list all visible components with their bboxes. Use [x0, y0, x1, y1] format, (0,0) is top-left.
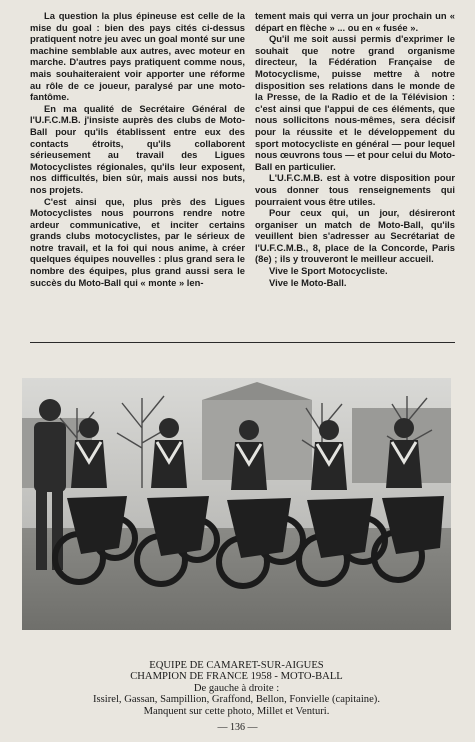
- paragraph: Qu'il me soit aussi permis d'exprimer le souhait que notre grand organisme directeur, la Fédération Française de Motocyclisme, puisse mettre à notre disposition ses relations dans le monde de la Presse, de la Radio et de la Télévision : c'est ainsi que l'appui de ces éléments, que nous sollicitons nous-mêmes, sera décisif pour la réussite et le développement du sport motocycliste en général — pour lequel nous œuvrons tous — et pour celui du Moto-Ball en particulier.: [255, 33, 455, 172]
- paragraph: Vive le Sport Motocycliste.: [269, 265, 388, 277]
- caption-title: CHAMPION DE FRANCE 1958 - MOTO-BALL: [130, 671, 343, 683]
- paragraph: Pour ceux qui, un jour, désireront organiser un match de Moto-Ball, qu'ils veuillent bien s'adresser au Secrétariat de l'U.F.C.M.B., 8, place de la Concorde, Paris (8e) ; ils y trouveront le meilleur accueil.: [255, 207, 455, 265]
- paragraph-continuation: tement mais qui verra un jour prochain un « départ en flèche » ... ou en « fusée ».: [255, 10, 455, 33]
- caption-team-name: EQUIPE DE CAMARET-SUR-AIGUES: [149, 660, 324, 671]
- paragraph: C'est ainsi que, plus près des Ligues Motocyclistes nous pourrons rendre notre ardeur communicative, et inciter certains grands clubs motocyclistes, par le sérieux de notre travail, et la foi qui nous anime, à créer quelques équipes nouvelles : plus grand sera le nombre des équipes, plus grand aussi sera le succès du Moto-Ball qui « monte » len-: [30, 195, 245, 288]
- caption-missing: Manquent sur cette photo, Millet et Venturi.: [143, 705, 330, 717]
- paragraph: En ma qualité de Secrétaire Général de l'U.F.C.M.B. j'insiste auprès des clubs de Moto-Ball pour qu'ils établissent entre eux des contacts étroits, qu'ils collaborent sérieusement au travail des Ligues Motocyclistes régionales, qu'ils leur exposent, nos difficultés, bien sûr, mais aussi nos buts, nos projets.: [30, 102, 245, 195]
- left-text-column: [30, 10, 245, 288]
- photo-caption: [22, 660, 451, 717]
- page-number: — 136 —: [217, 722, 258, 733]
- team-photo: [22, 378, 451, 630]
- paragraph: La question la plus épineuse est celle de la mise du goal : bien des pays cités ci-dessus pratiquent notre jeu avec un goal monté sur une machine semblable aux autres, avec moteur en marche. D'autres pays pratiquent comme nous, mais souhaiteraient voir apporter une réforme au rôle de ce joueur, paralysé par une moto-fantôme.: [30, 10, 245, 103]
- caption-order-label: De gauche à droite :: [193, 682, 280, 694]
- paragraph: L'U.F.C.M.B. est à votre disposition pour vous donner tous renseignements qui pourraient vous être utiles.: [255, 172, 455, 207]
- right-text-column: [255, 10, 455, 288]
- horizontal-divider: [30, 342, 455, 343]
- team-photo-illustration: [22, 378, 451, 630]
- caption-players: Issirel, Gassan, Sampillion, Graffond, Bellon, Fonvielle (capitaine).: [93, 694, 380, 706]
- paragraph: Vive le Moto-Ball.: [269, 276, 347, 288]
